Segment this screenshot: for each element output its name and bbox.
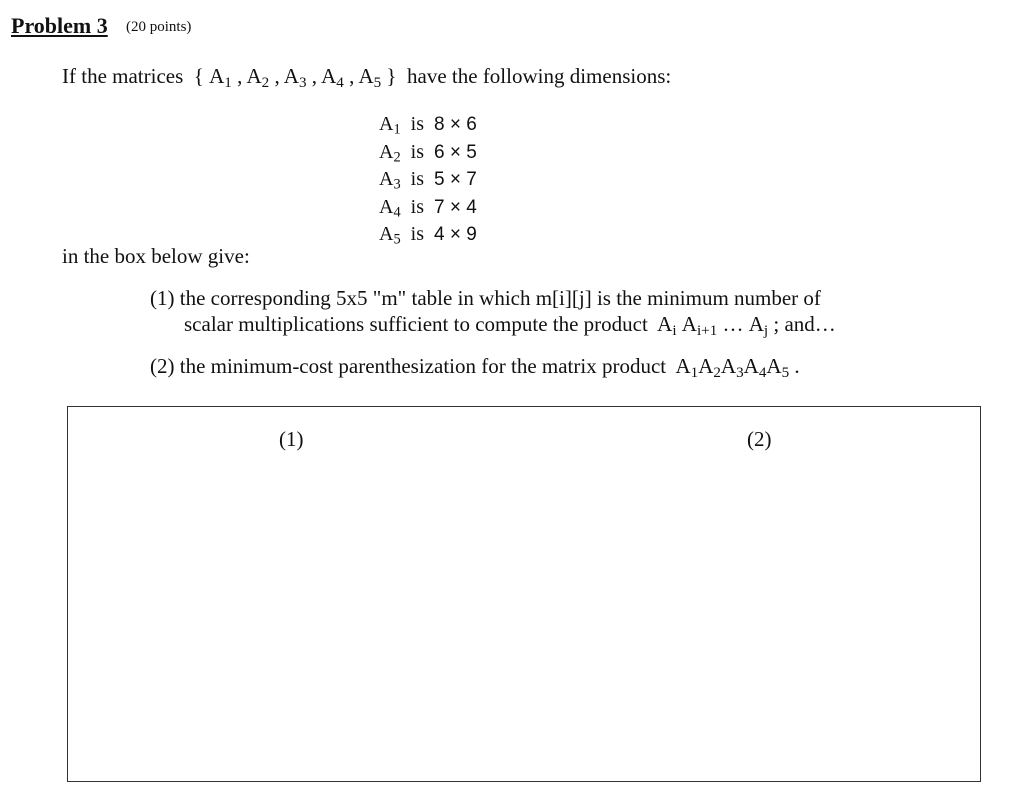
is-word: is xyxy=(410,140,424,163)
matrix-list: $A_1$ , $A_2$ , $A_3$ , $A_4$ , $A_5$ xyxy=(209,64,382,91)
dimension-row xyxy=(379,194,477,222)
is-word: is xyxy=(410,223,424,245)
matrix-list-item: $A_4$ xyxy=(321,64,344,91)
matrix-name: $A_2$ xyxy=(379,140,401,166)
matrix-size: 6 × 5 xyxy=(434,141,477,163)
matrix-list-item: $A_5$ xyxy=(358,64,382,91)
answer-label-1: (1) xyxy=(279,427,304,451)
is-word: is xyxy=(410,195,424,218)
matrix-name: $A_4$ xyxy=(379,195,401,221)
matrix-list-item: $A_3$ xyxy=(283,64,307,91)
matrix-size: 5 × 7 xyxy=(434,169,477,190)
dimension-list xyxy=(379,111,477,249)
question-1-line-2 xyxy=(184,312,836,337)
matrix-name: $A_5$ xyxy=(379,223,401,248)
open-brace: { xyxy=(193,64,204,88)
matrix-name: $A_1$ xyxy=(379,113,401,138)
matrix-list-item: $A_1$ xyxy=(209,64,232,91)
matrix-product xyxy=(675,354,790,381)
question-2 xyxy=(150,354,800,379)
product-factor: $A_3$ xyxy=(720,354,744,381)
question-1-text: scalar multiplications sufficient to compute the product xyxy=(184,312,648,336)
question-2-period: . xyxy=(794,354,800,378)
question-1-line-1: (1) the corresponding 5x5 "m" table in which m[i][j] is the minimum number of xyxy=(150,286,821,310)
dimension-row xyxy=(379,221,477,249)
answer-label-2: (2) xyxy=(747,427,772,451)
product-expression: $A_i$ $A_{i+1}$ … $A_j$ xyxy=(657,312,769,339)
intro-suffix: have the following dimensions: xyxy=(407,64,672,88)
problem-title: Problem 3 xyxy=(11,13,108,38)
is-word: is xyxy=(410,168,424,190)
close-brace: } xyxy=(386,64,397,88)
matrix-list-item: $A_2$ xyxy=(246,64,270,91)
question-2-text: (2) the minimum-cost parenthesization for the matrix product xyxy=(150,354,667,378)
dimension-row xyxy=(379,166,477,194)
matrix-size: 7 × 4 xyxy=(434,196,477,218)
intro-line xyxy=(62,64,671,89)
question-1-tail: ; and… xyxy=(773,312,836,336)
box-instruction: in the box below give: xyxy=(62,244,250,268)
product-factor: $A_5$ xyxy=(766,354,790,381)
matrix-size: 8 × 6 xyxy=(434,114,477,135)
matrix-size: 4 × 9 xyxy=(434,224,477,245)
problem-points: (20 points) xyxy=(126,19,192,35)
intro-prefix: If the matrices xyxy=(62,64,184,88)
product-factor: $A_2$ xyxy=(698,354,721,381)
dimension-row xyxy=(379,139,477,167)
product-factor: $A_4$ xyxy=(743,354,767,381)
matrix-name: $A_3$ xyxy=(379,168,401,193)
is-word: is xyxy=(410,113,424,135)
answer-box[interactable] xyxy=(67,406,981,782)
dimension-row xyxy=(379,111,477,139)
product-factor: $A_1$ xyxy=(675,354,699,381)
